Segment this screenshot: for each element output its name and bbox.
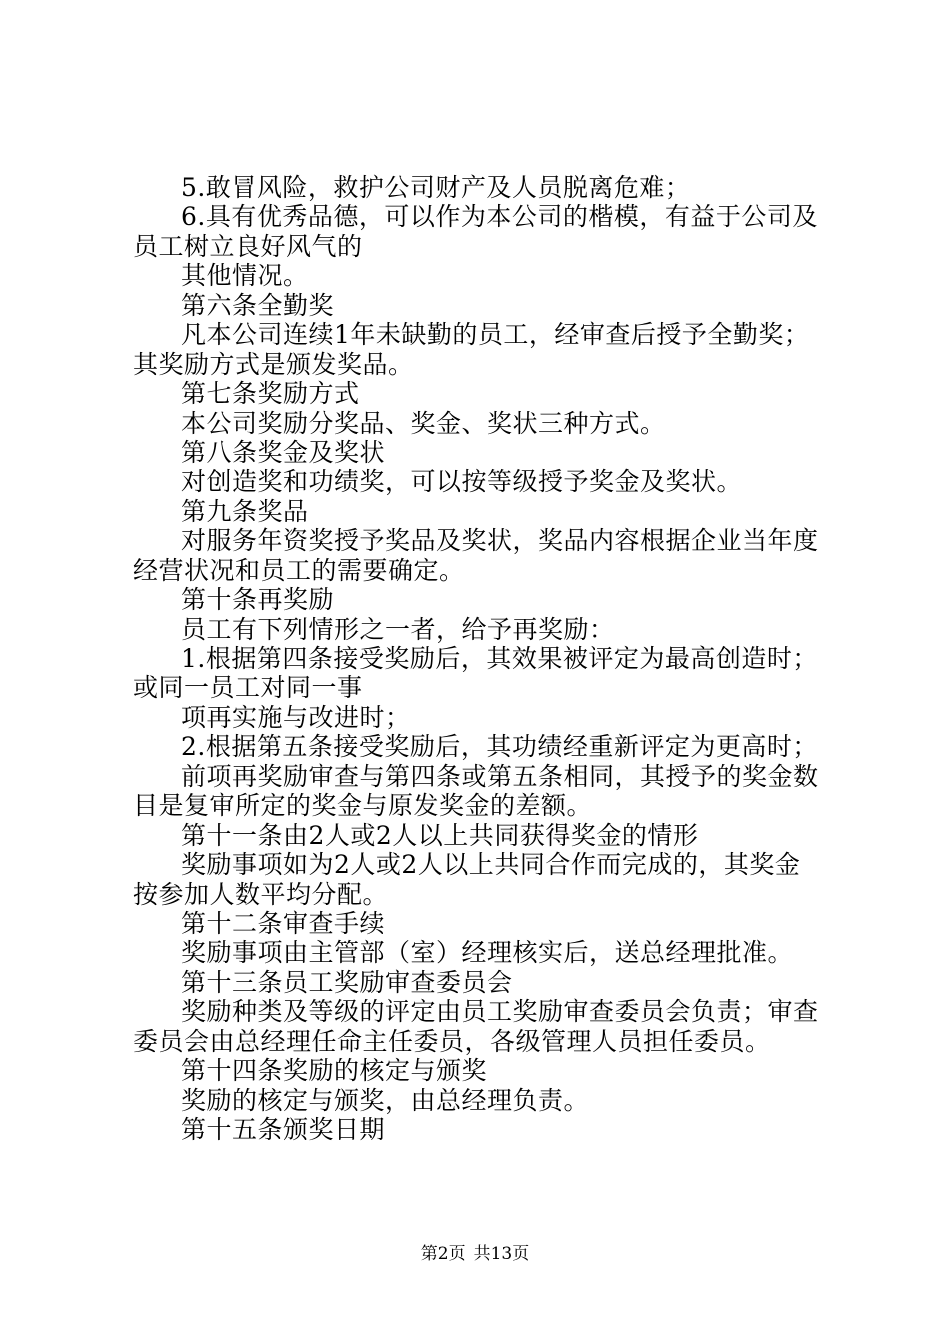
text-line: 第十一条由2人或2人以上共同获得奖金的情形 [181,820,699,850]
text-line: 经营状况和员工的需要确定。 [133,555,465,585]
text-line: 按参加人数平均分配。 [133,879,389,909]
text-line: 或同一员工对同一事 [133,673,363,703]
text-line: 目是复审所定的奖金与原发奖金的差额。 [133,791,593,821]
text-line: 奖励种类及等级的评定由员工奖励审查委员会负责；审查 [181,997,819,1027]
text-line: 奖励事项如为2人或2人以上共同合作而完成的，其奖金 [181,850,801,880]
text-line: 凡本公司连续1年未缺勤的员工，经审查后授予全勤奖； [181,320,810,350]
text-line: 5.敢冒风险，救护公司财产及人员脱离危难； [181,173,691,202]
text-line: 第六条全勤奖 [181,290,335,320]
text-line: 员工有下列情形之一者，给予再奖励： [181,614,615,644]
text-line: 其他情况。 [181,261,309,291]
text-line: 对创造奖和功绩奖，可以按等级授予奖金及奖状。 [181,467,743,497]
text-line: 委员会由总经理任命主任委员，各级管理人员担任委员。 [133,1026,771,1056]
text-line: 前项再奖励审查与第四条或第五条相同，其授予的奖金数 [181,761,819,791]
text-line: 第十五条颁奖日期 [181,1115,386,1144]
page-footer [0,1242,950,1266]
text-line: 2.根据第五条接受奖励后，其功绩经重新评定为更高时； [181,732,818,762]
text-line: 第八条奖金及奖状 [181,437,386,467]
document-body [133,173,833,1144]
text-line: 第十三条员工奖励审查委员会 [181,967,513,997]
text-line: 项再实施与改进时； [181,702,411,732]
text-line: 第七条奖励方式 [181,379,360,409]
text-line: 本公司奖励分奖品、奖金、奖状三种方式。 [181,408,666,438]
text-line: 第十条再奖励 [181,585,335,615]
text-line: 其奖励方式是颁发奖品。 [133,349,414,379]
text-line: 6.具有优秀品德，可以作为本公司的楷模，有益于公司及 [181,202,818,232]
page-number: 第2页 [420,1244,466,1264]
text-line: 第十四条奖励的核定与颁奖 [181,1056,488,1086]
text-line: 第十二条审查手续 [181,908,386,938]
text-line: 1.根据第四条接受奖励后，其效果被评定为最高创造时； [181,644,818,673]
text-line: 奖励的核定与颁奖，由总经理负责。 [181,1085,590,1115]
page-total: 共13页 [473,1244,530,1264]
text-line: 员工树立良好风气的 [133,231,363,261]
text-line: 奖励事项由主管部（室）经理核实后，送总经理批准。 [181,938,794,968]
text-line: 第九条奖品 [181,496,309,526]
text-line: 对服务年资奖授予奖品及奖状，奖品内容根据企业当年度 [181,526,819,556]
